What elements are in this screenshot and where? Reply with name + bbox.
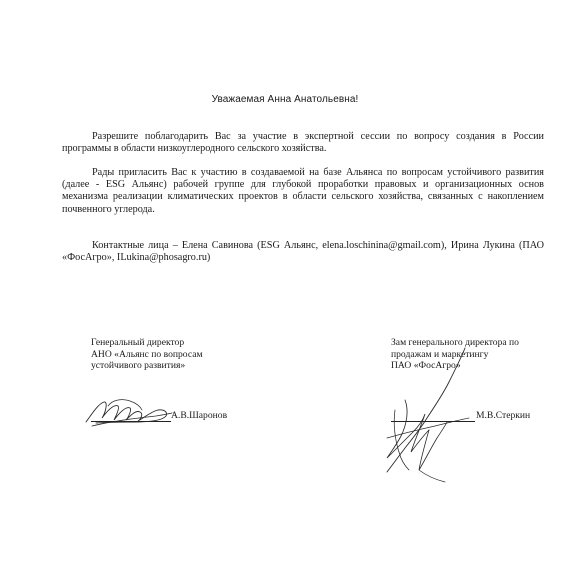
paragraph-thanks-text: Разрешите поблагодарить Вас за участие в экспертной сессии по вопросу создания в России программы в области низкоуглеродного сельского хозяйства. — [62, 131, 544, 155]
right-title-line: продажам и маркетингу — [391, 348, 489, 360]
left-handwritten-signature — [78, 392, 178, 432]
right-title-line: ПАО «ФосАгро» — [391, 360, 461, 372]
paragraph-contacts-text: Контактные лица – Елена Савинова (ESG Альянс, elena.loschinina@gmail.com), Ирина Лукина (ПАО «ФосАгро», ILukina@phosagro.ru) — [62, 240, 544, 264]
paragraph-invitation-text: Рады пригласить Вас к участию в создаваемой на базе Альянса по вопросам устойчивого развития (далее - ESG Альянс) рабочей группе для глубокой проработки правовых и организационных основ механизма реализации климатических проектов в области сельского хозяйства, связанных с накоплением почвенного углерода. — [62, 167, 544, 215]
right-handwritten-signature — [365, 340, 485, 490]
left-title-line: Генеральный директор — [91, 337, 185, 348]
right-signature-line — [391, 421, 475, 422]
paragraph-invitation — [62, 167, 544, 216]
right-title-line: Зам генерального директора по — [391, 337, 519, 348]
greeting: Уважаемая Анна Анатольевна! — [211, 94, 359, 105]
right-signatory-name: М.В.Стеркин — [476, 410, 531, 421]
left-signatory-title — [91, 337, 203, 372]
left-title-line: АНО «Альянс по вопросам — [91, 348, 203, 360]
left-signatory-name: А.В.Шаронов — [171, 410, 228, 421]
left-title-line: устойчивого развития» — [91, 360, 186, 372]
left-signature-line — [91, 421, 171, 422]
paragraph-thanks — [62, 131, 544, 155]
paragraph-contacts — [62, 240, 544, 264]
